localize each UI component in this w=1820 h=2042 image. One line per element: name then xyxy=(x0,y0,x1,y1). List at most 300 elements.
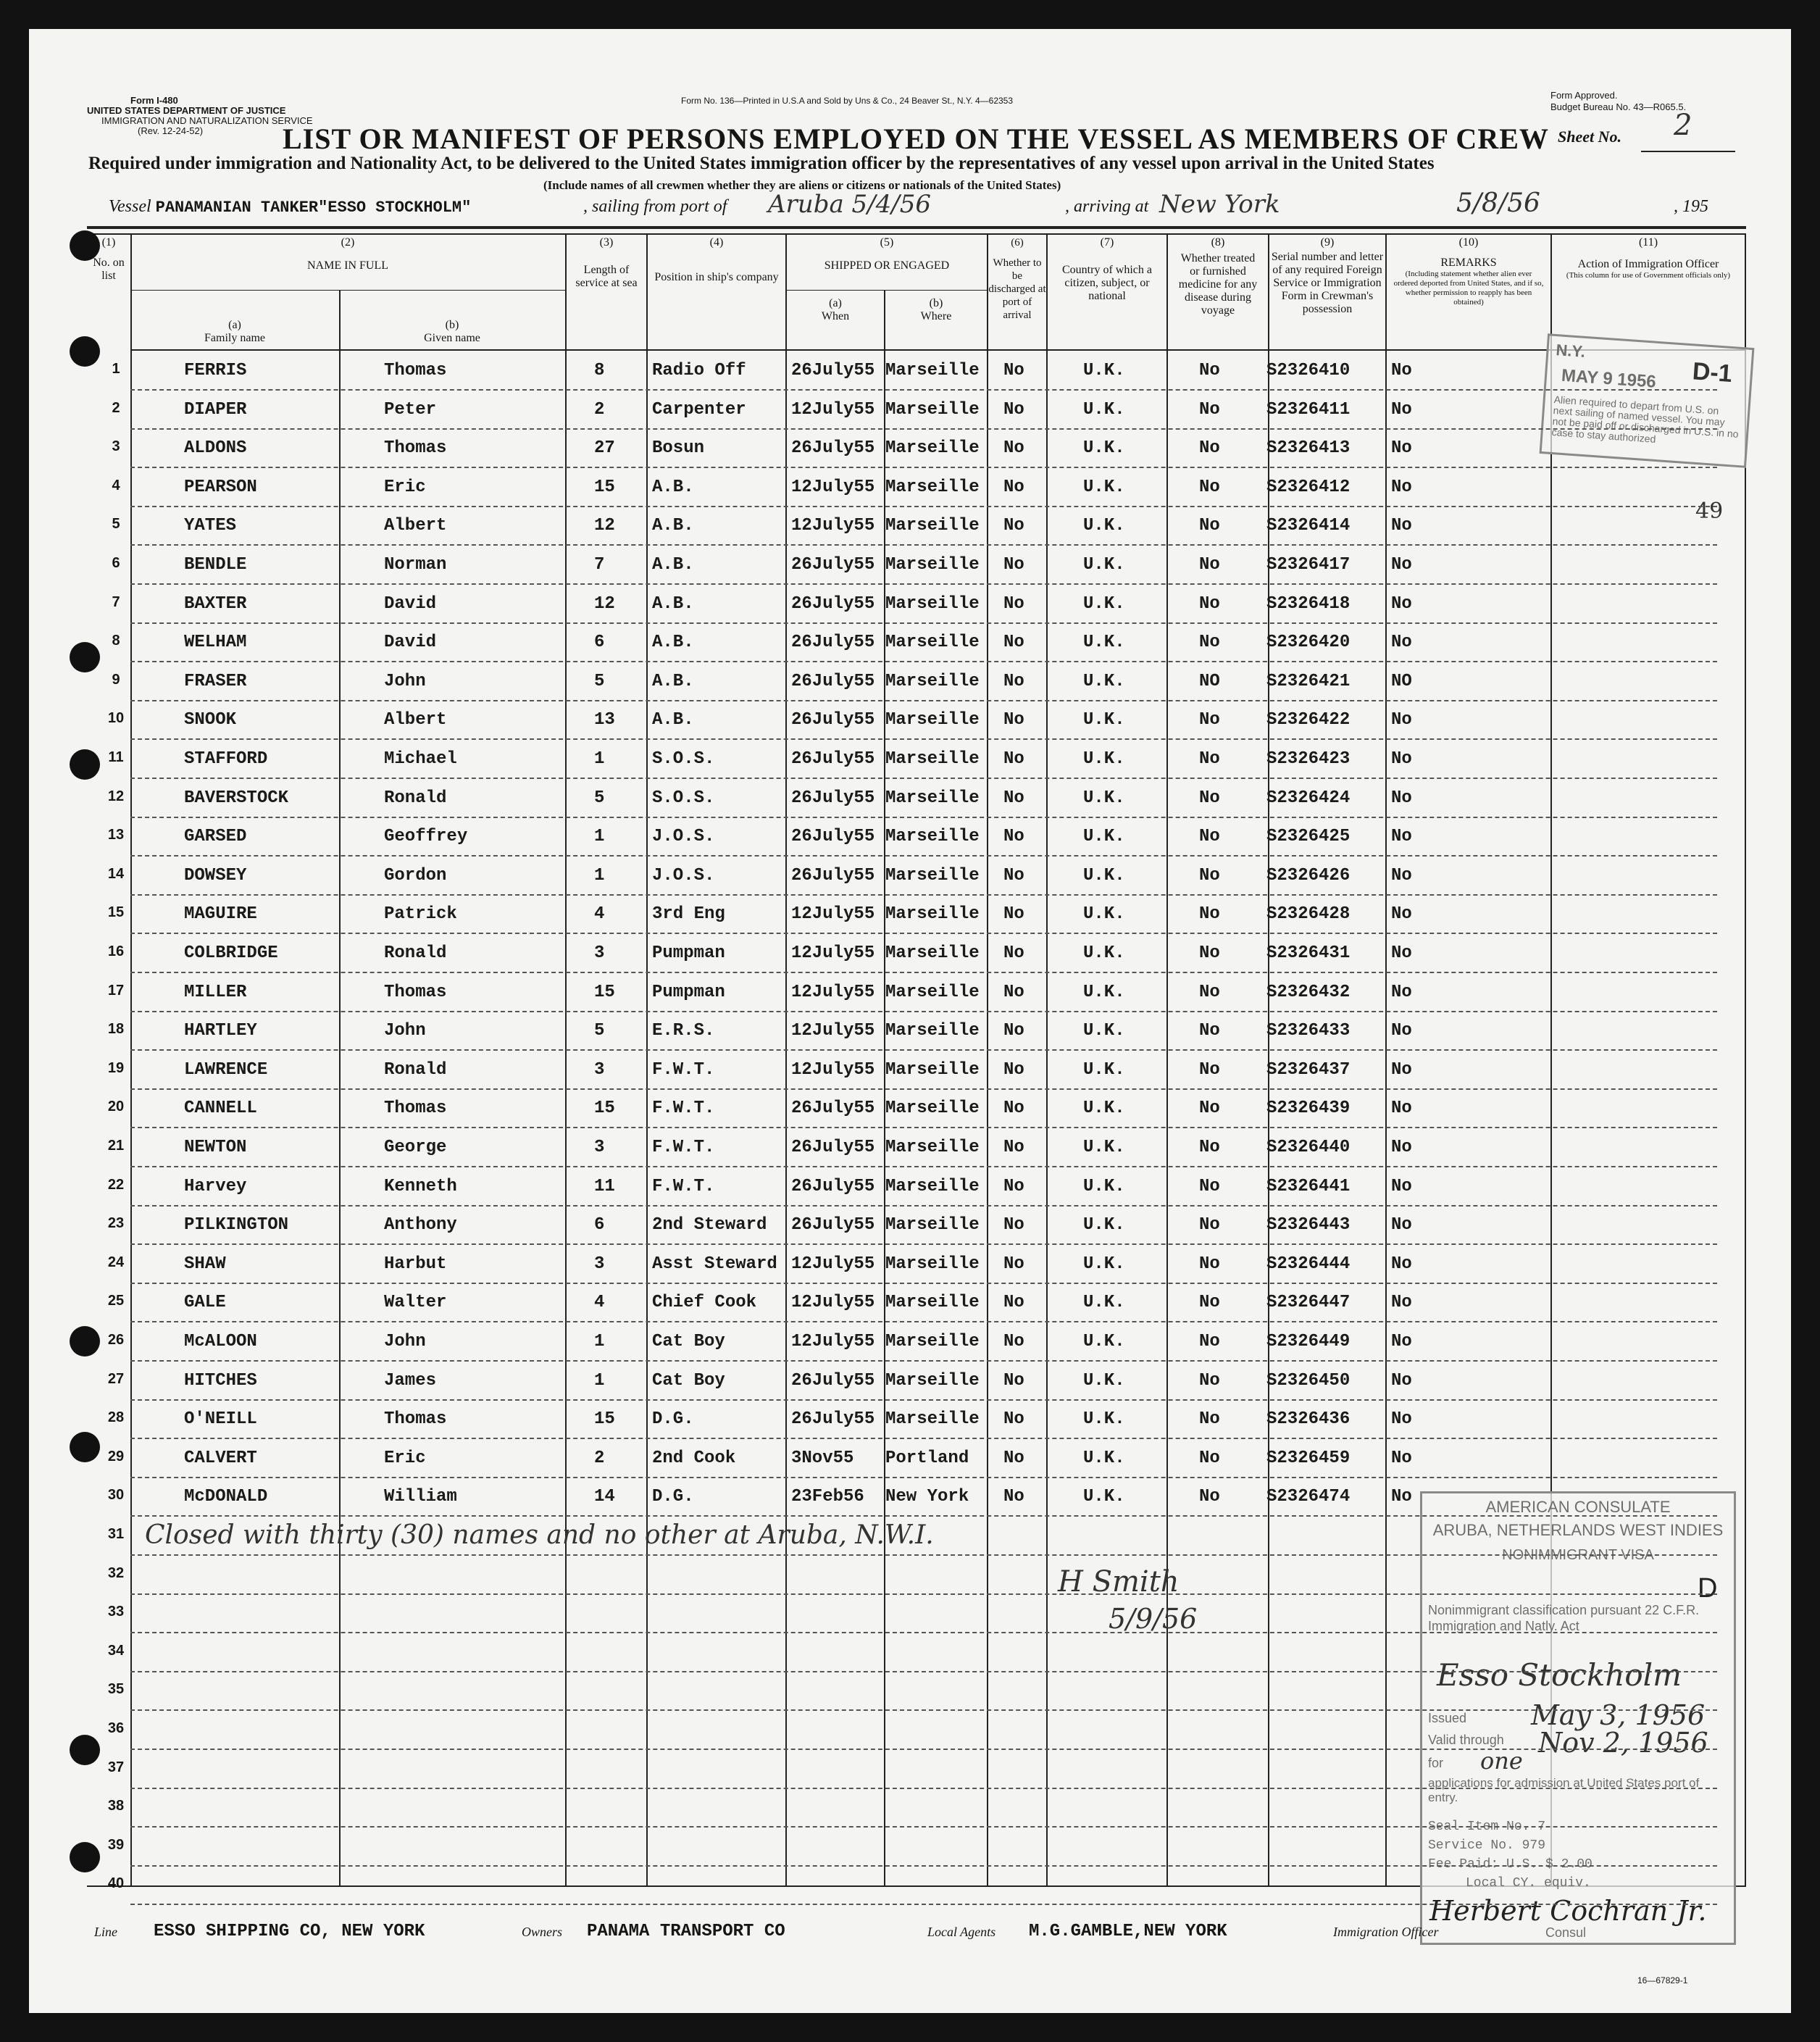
family-name-cell: DIAPER xyxy=(184,399,247,420)
country-cell: U.K. xyxy=(1083,1487,1125,1507)
serial-cell: S2326441 xyxy=(1266,1176,1351,1196)
visa-vessel: Esso Stockholm xyxy=(1437,1657,1682,1693)
row-number: 8 xyxy=(112,633,120,649)
discharge-cell: No xyxy=(1003,516,1024,536)
discharge-cell: No xyxy=(1003,1487,1024,1507)
shipped-when-cell: 12July55 xyxy=(791,477,875,497)
discharge-cell: No xyxy=(1003,1448,1024,1468)
col10-note: (Including statement whether alien ever ordered deported from United States, and if so, whether permission to reapply has been obtained) xyxy=(1393,270,1544,307)
col5-number: (5) xyxy=(880,236,894,249)
table-row xyxy=(107,1516,1717,1556)
remarks-cell: NO xyxy=(1391,671,1412,691)
binder-hole xyxy=(70,1735,100,1765)
family-name-cell: BAVERSTOCK xyxy=(184,788,289,808)
given-name-cell: Norman xyxy=(384,555,447,575)
given-name-cell: Thomas xyxy=(384,1409,447,1430)
given-name-cell: James xyxy=(384,1370,437,1391)
remarks-cell: No xyxy=(1391,1448,1412,1468)
family-name-cell: CANNELL xyxy=(184,1099,257,1119)
given-name-cell: Peter xyxy=(384,399,437,420)
given-name-cell: Albert xyxy=(384,516,447,536)
country-cell: U.K. xyxy=(1083,1332,1125,1351)
remarks-cell: No xyxy=(1391,438,1412,459)
row-number: 18 xyxy=(107,1021,125,1038)
treated-cell: No xyxy=(1199,982,1220,1002)
col8-label: Whether treated or furnished medicine for any disease during voyage xyxy=(1178,252,1258,317)
signature-name: H Smith xyxy=(1058,1565,1180,1599)
family-name-cell: Harvey xyxy=(184,1176,247,1196)
remarks-cell: No xyxy=(1391,593,1412,614)
discharge-cell: No xyxy=(1003,749,1024,769)
binder-hole xyxy=(70,230,100,261)
col9-header xyxy=(1269,236,1385,316)
for-label: for xyxy=(1428,1756,1444,1770)
shipped-where-cell: Marseille xyxy=(885,1409,980,1430)
country-cell: U.K. xyxy=(1083,1099,1125,1119)
col7-header xyxy=(1048,236,1166,303)
remarks-cell: No xyxy=(1391,1487,1412,1507)
arriving-label: , arriving at xyxy=(1065,197,1149,216)
treated-cell: No xyxy=(1199,1021,1220,1041)
shipped-where-cell: Marseille xyxy=(885,982,980,1002)
treated-cell: No xyxy=(1199,361,1220,380)
service-cell: 2 xyxy=(594,1448,605,1468)
row-number: 35 xyxy=(107,1681,125,1698)
given-name-cell: Thomas xyxy=(384,438,447,459)
service-cell: 6 xyxy=(594,1215,605,1235)
service-cell: 1 xyxy=(594,1332,605,1351)
serial-cell: S2326443 xyxy=(1266,1215,1351,1235)
row-number: 30 xyxy=(107,1487,125,1504)
shipped-when-cell: 12July55 xyxy=(791,1059,875,1080)
remarks-cell: No xyxy=(1391,1254,1412,1274)
position-cell: E.R.S. xyxy=(652,1021,715,1041)
given-name-cell: Geoffrey xyxy=(384,827,468,847)
position-cell: Chief Cook xyxy=(652,1293,757,1313)
service-cell: 12 xyxy=(594,516,615,536)
table-row xyxy=(112,390,1717,430)
country-cell: U.K. xyxy=(1083,749,1125,769)
given-name-cell: Thomas xyxy=(384,361,447,380)
col7-number: (7) xyxy=(1100,236,1114,249)
row-number: 36 xyxy=(107,1720,125,1736)
row-number: 24 xyxy=(107,1254,125,1270)
serial-cell: S2326424 xyxy=(1266,788,1351,808)
shipped-where-cell: Marseille xyxy=(885,438,980,459)
shipped-where-cell: Marseille xyxy=(885,671,980,691)
treated-cell: No xyxy=(1199,633,1220,653)
footer-code: 16—67829-1 xyxy=(1637,1975,1688,1985)
shipped-when-cell: 26July55 xyxy=(791,361,875,380)
page-title: LIST OR MANIFEST OF PERSONS EMPLOYED ON THE VESSEL AS MEMBERS OF CREW xyxy=(283,122,1549,155)
row-number: 23 xyxy=(107,1215,125,1232)
position-cell: F.W.T. xyxy=(652,1099,715,1119)
remarks-cell: No xyxy=(1391,477,1412,497)
stamp-note: Alien required to depart from U.S. on next sailing of named vessel. You may not be paid off or discharged in U.S. in no case to stay authorized xyxy=(1551,393,1740,445)
department: UNITED STATES DEPARTMENT OF JUSTICE xyxy=(87,105,286,116)
discharge-cell: No xyxy=(1003,1293,1024,1313)
footer-agents-label: Local Agents xyxy=(927,1925,996,1939)
serial-cell: S2326432 xyxy=(1266,982,1351,1002)
family-name-cell: PILKINGTON xyxy=(184,1215,289,1235)
stamp-code: D-1 xyxy=(1691,357,1733,388)
table-row xyxy=(112,467,1717,507)
position-cell: Cat Boy xyxy=(652,1332,725,1351)
country-cell: U.K. xyxy=(1083,477,1125,497)
family-name-cell: SHAW xyxy=(184,1254,226,1274)
remarks-cell: No xyxy=(1391,827,1412,847)
treated-cell: No xyxy=(1199,438,1220,459)
table-row xyxy=(107,1827,1717,1867)
table-row xyxy=(107,1865,1717,1905)
shipped-when-cell: 26July55 xyxy=(791,1138,875,1157)
shipped-when-cell: 12July55 xyxy=(791,943,875,963)
family-name-cell: DOWSEY xyxy=(184,865,247,885)
discharge-cell: No xyxy=(1003,1099,1024,1119)
position-cell: Bosun xyxy=(652,438,705,459)
family-name-cell: BENDLE xyxy=(184,555,247,575)
binder-hole xyxy=(70,336,100,367)
service-cell: 13 xyxy=(594,710,615,730)
given-name-cell: Ronald xyxy=(384,1059,447,1080)
serial-cell: S2326428 xyxy=(1266,904,1351,925)
discharge-cell: No xyxy=(1003,593,1024,614)
signature-date: 5/9/56 xyxy=(1109,1603,1198,1635)
remarks-cell: No xyxy=(1391,1293,1412,1313)
position-cell: 2nd Cook xyxy=(652,1448,736,1468)
remarks-cell: No xyxy=(1391,555,1412,575)
family-name-cell: YATES xyxy=(184,516,237,536)
shipped-when-cell: 26July55 xyxy=(791,827,875,847)
col9-label: Serial number and letter of any required Foreign Service or Immigration Form in Crewman's possession xyxy=(1271,251,1384,315)
serial-cell: S2326450 xyxy=(1266,1370,1351,1391)
country-cell: U.K. xyxy=(1083,1215,1125,1235)
consul-signature: Herbert Cochran Jr. xyxy=(1429,1895,1707,1927)
shipped-where-cell: Marseille xyxy=(885,1021,980,1041)
table-row xyxy=(107,700,1717,740)
country-cell: U.K. xyxy=(1083,943,1125,963)
country-cell: U.K. xyxy=(1083,1138,1125,1157)
service-cell: 1 xyxy=(594,749,605,769)
given-name-cell: John xyxy=(384,1332,426,1351)
position-cell: F.W.T. xyxy=(652,1059,715,1080)
service-cell: 1 xyxy=(594,1370,605,1391)
position-cell: J.O.S. xyxy=(652,865,715,885)
shipped-where-cell: Marseille xyxy=(885,1059,980,1080)
col5b-label: (b) Where xyxy=(920,297,952,322)
family-name-cell: ALDONS xyxy=(184,438,247,459)
shipped-when-cell: 12July55 xyxy=(791,516,875,536)
treated-cell: No xyxy=(1199,477,1220,497)
table-row xyxy=(107,933,1717,973)
country-cell: U.K. xyxy=(1083,1059,1125,1080)
family-name-cell: HITCHES xyxy=(184,1370,257,1391)
row-number: 14 xyxy=(107,865,125,882)
family-name-cell: WELHAM xyxy=(184,633,247,653)
vline-11 xyxy=(1745,233,1746,1885)
col4-number: (4) xyxy=(709,236,724,249)
country-cell: U.K. xyxy=(1083,633,1125,653)
position-cell: A.B. xyxy=(652,516,694,536)
country-cell: U.K. xyxy=(1083,982,1125,1002)
treated-cell: No xyxy=(1199,749,1220,769)
treated-cell: No xyxy=(1199,1332,1220,1351)
discharge-cell: No xyxy=(1003,1332,1024,1351)
family-name-cell: GALE xyxy=(184,1293,226,1313)
shipped-where-cell: Marseille xyxy=(885,1176,980,1196)
given-name-cell: David xyxy=(384,633,437,653)
col5-label: SHIPPED OR ENGAGED xyxy=(824,259,950,272)
serial-cell: S2326411 xyxy=(1266,399,1351,420)
name-subheader-line xyxy=(130,290,565,291)
shipped-where-cell: Marseille xyxy=(885,555,980,575)
treated-cell: No xyxy=(1199,593,1220,614)
serial-cell: S2326474 xyxy=(1266,1487,1351,1507)
serial-cell: S2326433 xyxy=(1266,1021,1351,1041)
col10-header xyxy=(1387,236,1550,307)
footer-officer-label: Immigration Officer xyxy=(1333,1925,1439,1939)
country-cell: U.K. xyxy=(1083,361,1125,380)
row-number: 4 xyxy=(112,477,120,493)
col3-label: Length of service at sea xyxy=(575,264,638,289)
page-subtitle: Required under immigration and Nationality Act, to be delivered to the United States immigration officer by the representatives of any vessel upon arrival in the United States xyxy=(88,154,1435,173)
treated-cell: No xyxy=(1199,1059,1220,1080)
col1-label: No. on list xyxy=(93,257,125,282)
serial-cell: S2326414 xyxy=(1266,516,1351,536)
service-cell: 3 xyxy=(594,943,605,963)
discharge-cell: No xyxy=(1003,982,1024,1002)
remarks-cell: No xyxy=(1391,1138,1412,1157)
col7-label: Country of which a citizen, subject, or national xyxy=(1062,264,1152,302)
closing-note: Closed with thirty (30) names and no other at Aruba, N.W.I. xyxy=(145,1520,934,1550)
issued-value: May 3, 1956 xyxy=(1531,1699,1706,1731)
row-number: 16 xyxy=(107,943,125,959)
family-name-cell: FRASER xyxy=(184,671,247,691)
discharge-cell: No xyxy=(1003,555,1024,575)
consulate-location: ARUBA, NETHERLANDS WEST INDIES xyxy=(1432,1521,1724,1539)
remarks-cell: No xyxy=(1391,1021,1412,1041)
position-cell: 3rd Eng xyxy=(652,904,725,925)
treated-cell: No xyxy=(1199,827,1220,847)
shipped-where-cell: New York xyxy=(885,1487,969,1507)
row-number: 31 xyxy=(107,1526,125,1542)
row-number: 10 xyxy=(107,710,125,727)
serial-cell: S2326431 xyxy=(1266,943,1351,963)
country-cell: U.K. xyxy=(1083,399,1125,420)
discharge-cell: No xyxy=(1003,943,1024,963)
table-row xyxy=(112,506,1717,546)
position-cell: D.G. xyxy=(652,1409,694,1430)
discharge-cell: No xyxy=(1003,1059,1024,1080)
family-name-cell: O'NEILL xyxy=(184,1409,257,1430)
serial-cell: S2326436 xyxy=(1266,1409,1351,1430)
serial-cell: S2326447 xyxy=(1266,1293,1351,1313)
table-row xyxy=(107,1128,1717,1167)
given-name-cell: George xyxy=(384,1138,447,1157)
shipped-when-cell: 23Feb56 xyxy=(791,1487,864,1507)
valid-value: Nov 2, 1956 xyxy=(1538,1727,1708,1759)
country-cell: U.K. xyxy=(1083,827,1125,847)
shipped-where-cell: Marseille xyxy=(885,633,980,653)
binder-hole xyxy=(70,749,100,780)
row-number: 38 xyxy=(107,1798,125,1814)
remarks-cell: No xyxy=(1391,633,1412,653)
row-number: 34 xyxy=(107,1642,125,1659)
shipped-where-cell: Marseille xyxy=(885,827,980,847)
serial-cell: S2326444 xyxy=(1266,1254,1351,1274)
arriving-date: 5/8/56 xyxy=(1456,188,1540,218)
shipped-when-cell: 26July55 xyxy=(791,749,875,769)
shipped-where-cell: Marseille xyxy=(885,516,980,536)
service-cell: 5 xyxy=(594,671,605,691)
row-number: 22 xyxy=(107,1176,125,1193)
row-number: 1 xyxy=(112,361,120,377)
country-cell: U.K. xyxy=(1083,516,1125,536)
table-row xyxy=(112,351,1717,391)
treated-cell: No xyxy=(1199,865,1220,885)
family-name-cell: MILLER xyxy=(184,982,247,1002)
table-row xyxy=(107,1244,1717,1284)
given-name-cell: Anthony xyxy=(384,1215,457,1235)
shipped-where-cell: Portland xyxy=(885,1448,969,1468)
position-cell: Radio Off xyxy=(652,361,746,380)
given-name-cell: Michael xyxy=(384,749,457,769)
country-cell: U.K. xyxy=(1083,555,1125,575)
treated-cell: No xyxy=(1199,555,1220,575)
table-row xyxy=(107,1283,1717,1322)
remarks-cell: No xyxy=(1391,788,1412,808)
treated-cell: No xyxy=(1199,1138,1220,1157)
service-cell: 1 xyxy=(594,865,605,885)
shipped-where-cell: Marseille xyxy=(885,1215,980,1235)
remarks-cell: No xyxy=(1391,982,1412,1002)
position-cell: S.O.S. xyxy=(652,749,715,769)
serial-cell: S2326412 xyxy=(1266,477,1351,497)
service-cell: 3 xyxy=(594,1138,605,1157)
remarks-cell: No xyxy=(1391,1370,1412,1391)
shipped-when-cell: 12July55 xyxy=(791,1254,875,1274)
serial-cell: S2326422 xyxy=(1266,710,1351,730)
table-row xyxy=(107,894,1717,934)
treated-cell: No xyxy=(1199,1487,1220,1507)
discharge-cell: No xyxy=(1003,827,1024,847)
table-row xyxy=(112,662,1717,701)
table-row xyxy=(107,1205,1717,1245)
col11-note: (This column for use of Government officials only) xyxy=(1566,271,1731,280)
col2a-label: (a) Family name xyxy=(204,319,265,344)
service-cell: 3 xyxy=(594,1059,605,1080)
country-cell: U.K. xyxy=(1083,1448,1125,1468)
page-number: 49 xyxy=(1695,499,1724,524)
position-cell: J.O.S. xyxy=(652,827,715,847)
stamp-port: N.Y. xyxy=(1555,341,1586,361)
country-cell: U.K. xyxy=(1083,593,1125,614)
service-cell: 4 xyxy=(594,904,605,925)
remarks-cell: No xyxy=(1391,1059,1412,1080)
position-cell: F.W.T. xyxy=(652,1138,715,1157)
country-cell: U.K. xyxy=(1083,438,1125,459)
discharge-cell: No xyxy=(1003,1215,1024,1235)
binder-hole xyxy=(70,642,100,672)
country-cell: U.K. xyxy=(1083,904,1125,925)
table-row xyxy=(107,1050,1717,1090)
footer-agents-value: M.G.GAMBLE,NEW YORK xyxy=(1029,1922,1227,1941)
position-cell: Asst Steward xyxy=(652,1254,777,1274)
position-cell: A.B. xyxy=(652,593,694,614)
serial-cell: S2326437 xyxy=(1266,1059,1351,1080)
shipped-when-cell: 3Nov55 xyxy=(791,1448,854,1468)
shipped-when-cell: 26July55 xyxy=(791,1215,875,1235)
form-approval xyxy=(1550,90,1686,113)
given-name-cell: Thomas xyxy=(384,1099,447,1119)
row-number: 9 xyxy=(112,671,120,688)
position-cell: A.B. xyxy=(652,477,694,497)
family-name-cell: PEARSON xyxy=(184,477,257,497)
family-name-cell: LAWRENCE xyxy=(184,1059,268,1080)
discharge-cell: No xyxy=(1003,788,1024,808)
remarks-cell: No xyxy=(1391,516,1412,536)
country-cell: U.K. xyxy=(1083,865,1125,885)
family-name-cell: SNOOK xyxy=(184,710,237,730)
country-cell: U.K. xyxy=(1083,1293,1125,1313)
given-name-cell: Gordon xyxy=(384,865,447,885)
table-row xyxy=(107,1593,1717,1633)
service-cell: 7 xyxy=(594,555,605,575)
service-no: Service No. 979 xyxy=(1428,1838,1546,1853)
binder-hole xyxy=(70,1326,100,1357)
table-row xyxy=(107,1710,1717,1750)
vessel-value: PANAMANIAN TANKER"ESSO STOCKHOLM" xyxy=(155,199,472,217)
country-cell: U.K. xyxy=(1083,671,1125,691)
remarks-cell: No xyxy=(1391,399,1412,420)
treated-cell: NO xyxy=(1199,671,1220,691)
local-equiv: Local CY. equiv. xyxy=(1466,1876,1591,1891)
shipped-when-cell: 12July55 xyxy=(791,982,875,1002)
valid-label: Valid through xyxy=(1428,1733,1504,1747)
serial-cell: S2326417 xyxy=(1266,555,1351,575)
shipped-where-cell: Marseille xyxy=(885,865,980,885)
remarks-cell: No xyxy=(1391,943,1412,963)
remarks-cell: No xyxy=(1391,1409,1412,1430)
given-name-cell: David xyxy=(384,593,437,614)
treated-cell: No xyxy=(1199,1293,1220,1313)
discharge-cell: No xyxy=(1003,438,1024,459)
discharge-cell: No xyxy=(1003,1021,1024,1041)
col2-label: NAME IN FULL xyxy=(307,259,388,272)
col5-header xyxy=(787,236,987,272)
treated-cell: No xyxy=(1199,788,1220,808)
given-name-cell: John xyxy=(384,1021,426,1041)
shipped-where-cell: Marseille xyxy=(885,399,980,420)
col4-header xyxy=(648,236,785,284)
serial-cell: S2326439 xyxy=(1266,1099,1351,1119)
shipped-when-cell: 26July55 xyxy=(791,865,875,885)
service-cell: 4 xyxy=(594,1293,605,1313)
table-row xyxy=(107,856,1717,896)
table-row xyxy=(107,1361,1717,1401)
treated-cell: No xyxy=(1199,710,1220,730)
table-row xyxy=(107,1088,1717,1128)
treated-cell: No xyxy=(1199,1448,1220,1468)
fee-paid: Fee Paid: U.S. $ 2.00 xyxy=(1428,1857,1592,1872)
treated-cell: No xyxy=(1199,943,1220,963)
shipped-when-cell: 26July55 xyxy=(791,633,875,653)
for-value: one xyxy=(1480,1747,1523,1775)
table-row xyxy=(107,1749,1717,1789)
row-number: 40 xyxy=(107,1875,125,1892)
row-number: 12 xyxy=(107,788,125,804)
col2-number: (2) xyxy=(341,236,355,249)
